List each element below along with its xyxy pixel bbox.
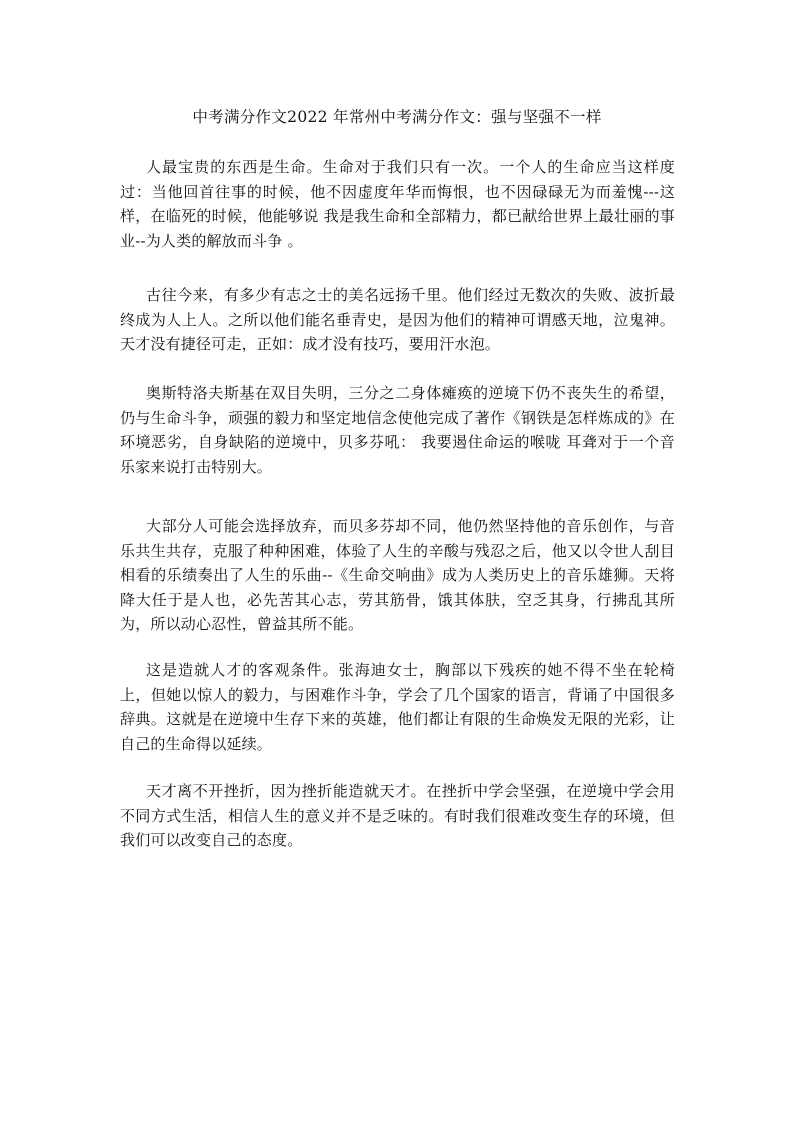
paragraph-2: 古往今来，有多少有志之士的美名远扬千里。他们经过无数次的失败、波折最终成为人上人。之所以他们能名垂青史，是因为他们的精神可谓感天地，泣鬼神。天才没有捷径可走，正如：成才没有技巧，要用汗水泡。 [120,286,675,353]
paragraph-5: 这是造就人才的客观条件。张海迪女士，胸部以下残疾的她不得不坐在轮椅上，但她以惊人的毅力，与困难作斗争，学会了几个国家的语言，背诵了中国很多辞典。这就是在逆境中生存下来的英雄，他们都让有限的生命焕发无限的光彩，让自己的生命得以延续。 [120,661,675,753]
paragraph-6: 天才离不开挫折，因为挫折能造就天才。在挫折中学会坚强，在逆境中学会用不同方式生活，相信人生的意义并不是乏味的。有时我们很难改变生存的环境，但我们可以改变自己的态度。 [120,782,675,849]
document-title: 中考满分作文2022 年常州中考满分作文：强与坚强不一样 [192,108,602,126]
paragraph-3: 奥斯特洛夫斯基在双目失明，三分之二身体瘫痪的逆境下仍不丧失生的希望，仍与生命斗争，顽强的毅力和坚定地信念使他完成了著作《钢铁是怎样炼成的》在环境恶劣，自身缺陷的逆境中，贝多芬吼： 我要遏住命运的喉咙 耳聋对于一个音乐家来说打击特别大。 [120,384,675,476]
paragraph-4: 大部分人可能会选择放弃，而贝多芬却不同，他仍然坚持他的音乐创作，与音乐共生共存，克服了种种困难，体验了人生的辛酸与残忍之后，他又以令世人刮目相看的乐绩奏出了人生的乐曲--《生命交响曲》成为人类历史上的音乐雄狮。天将降大任于是人也，必先苦其心志，劳其筋骨，饿其体肤，空乏其身，行拂乱其所为，所以动心忍性，曾益其所不能。 [120,517,675,633]
paragraph-1: 人最宝贵的东西是生命。生命对于我们只有一次。一个人的生命应当这样度过：当他回首往事的时候，他不因虚度年华而悔恨，也不因碌碌无为而羞愧---这样，在临死的时候，他能够说 我是我生命和全部精力，都已献给世界上最壮丽的事业--为人类的解放而斗争 。 [120,158,675,250]
